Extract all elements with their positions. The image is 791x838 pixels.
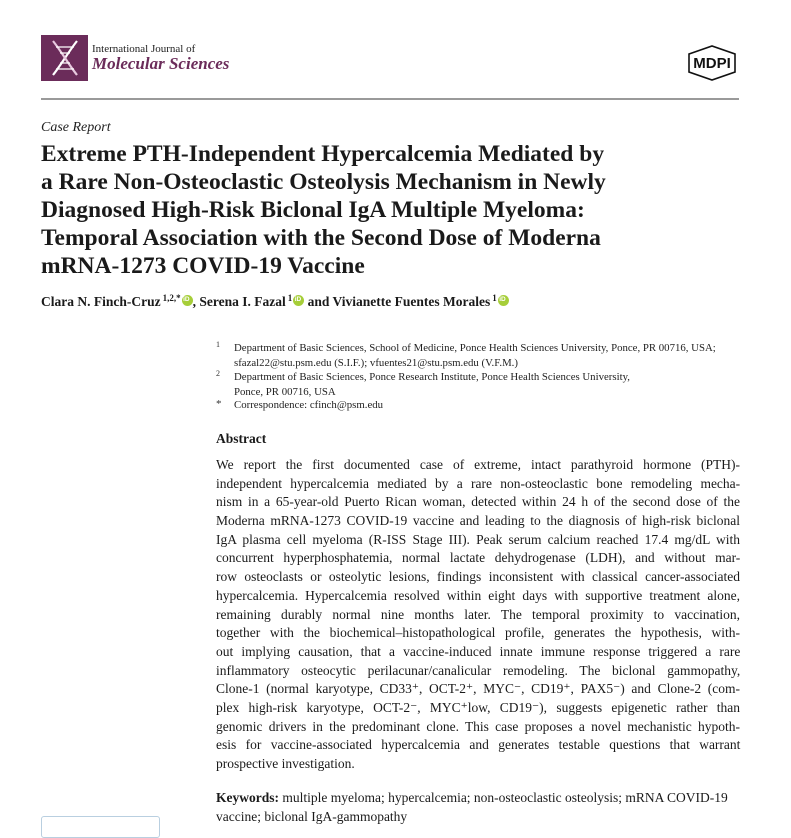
author-affiliation-marker: 1 — [287, 293, 293, 303]
abstract-line: Clone-1 (normal karyotype, CD33⁺, OCT-2⁺, MYC⁻, CD19⁺, PAX5⁻) and Clone-2 (com- — [216, 681, 740, 697]
abstract-line: together with the biochemical–histopathological profile, generates the hypothesis, with- — [216, 625, 740, 641]
keywords-line: vaccine; biclonal IgA-gammopathy — [216, 808, 408, 824]
title-line: Extreme PTH-Independent Hypercalcemia Mediated by — [41, 141, 605, 167]
author-affiliation-marker: 1,2,* — [162, 293, 181, 303]
author-name[interactable]: Vivianette Fuentes Morales — [332, 294, 491, 309]
abstract-line: remaining durably normal nine months later. The temporal proximity to vaccination, — [216, 606, 740, 622]
journal-name: Molecular Sciences — [92, 54, 230, 73]
author-name[interactable]: Clara N. Finch-Cruz — [41, 294, 161, 309]
author-separator: and — [304, 294, 333, 309]
abstract-line: hypercalcemia. Hypercalcemia resolved within eight days with supportive treatment alone, — [216, 587, 740, 603]
abstract-line: concurrent hyperphosphatemia, normal lactate dehydrogenase (LDH), and without mar- — [216, 550, 741, 566]
orcid-icon[interactable] — [182, 295, 193, 306]
journal-logo-icon — [41, 35, 88, 81]
correspondence — [234, 398, 744, 413]
abstract-line: prospective investigation. — [216, 756, 355, 771]
abstract-line: row osteoclasts or osteolytic lesions, findings inconsistent with classical cancer-associated — [216, 569, 740, 585]
abstract-line: esis for vaccine-associated hypercalcemia and generates testable questions that warrant — [216, 737, 741, 753]
header-divider — [41, 98, 739, 100]
abstract-line: out implying causation, that a vaccine-induced innate immune response triggered a rare — [216, 643, 741, 659]
title-line: Diagnosed High-Risk Biclonal IgA Multiple Myeloma: — [41, 197, 585, 223]
abstract-line: plex high-risk karyotype, OCT-2⁻, MYC⁺low, CD19⁻), suggests epigenetic rather than — [216, 699, 741, 715]
journal-name-top: International Journal of — [92, 43, 196, 55]
affiliation-line[interactable]: sfazal22@stu.psm.edu (S.I.F.); vfuentes21@stu.psm.edu (V.F.M.) — [234, 356, 518, 369]
title-line: Temporal Association with the Second Dose of Moderna — [41, 225, 601, 251]
publisher-logo — [683, 44, 741, 87]
abstract-line: inflammatory osteocytic perilacunar/canalicular remodeling. The biclonal gammopathy, — [216, 662, 741, 678]
author-list — [41, 293, 509, 310]
correspondence-line[interactable]: Correspondence: cfinch@psm.edu — [234, 399, 384, 411]
article-title — [41, 140, 741, 280]
affiliation-line: Ponce, PR 00716, USA — [234, 385, 336, 398]
keywords-line — [216, 789, 742, 808]
check-for-updates-badge[interactable] — [41, 816, 160, 838]
affiliation-marker: 2 — [216, 369, 220, 378]
affiliation-line: Department of Basic Sciences, Ponce Research Institute, Ponce Health Sciences University, — [234, 371, 630, 383]
keywords-text: multiple myeloma; hypercalcemia; non-osteoclastic osteolysis; mRNA COVID-19 — [282, 790, 728, 805]
abstract-line: Moderna mRNA-1273 COVID-19 vaccine and leading to the diagnosis of high-risk biclonal — [216, 513, 741, 529]
affiliation — [234, 370, 744, 399]
affiliation-line: Department of Basic Sciences, School of Medicine, Ponce Health Sciences University, Ponce, PR 00716, USA; — [234, 342, 716, 354]
article-type: Case Report — [41, 120, 111, 135]
abstract-line: independent hypercalcemia mediated by a rare non-osteoclastic bone remodeling mecha- — [216, 475, 741, 491]
orcid-icon[interactable] — [293, 295, 304, 306]
affiliation — [234, 341, 744, 370]
orcid-icon[interactable] — [498, 295, 509, 306]
abstract-line: IgA plasma cell myeloma (R-ISS Stage III). Peak serum calcium reached 17.4 mg/dL with — [216, 531, 740, 547]
abstract-line: nism in a 65-year-old Puerto Rican woman, detected within 24 h of the second dose of the — [216, 494, 740, 510]
title-line: mRNA-1273 COVID-19 Vaccine — [41, 253, 365, 279]
abstract-line: genomic drivers in the predominant clone. This case proposes a novel mechanistic hypoth- — [216, 718, 740, 734]
title-line: a Rare Non-Osteoclastic Osteolysis Mechanism in Newly — [41, 169, 606, 195]
author-affiliation-marker: 1 — [492, 293, 497, 303]
abstract-body — [216, 456, 740, 774]
keywords-label: Keywords: — [216, 790, 279, 805]
correspondence-marker: * — [216, 398, 222, 410]
author-separator: , — [192, 294, 200, 309]
affiliation-marker: 1 — [216, 340, 220, 349]
author-name[interactable]: Serena I. Fazal — [199, 294, 286, 309]
abstract-line: We report the first documented case of extreme, intact parathyroid hormone (PTH)- — [216, 457, 740, 472]
abstract-heading: Abstract — [216, 431, 267, 446]
publisher-logo-text: MDPI — [693, 55, 731, 72]
